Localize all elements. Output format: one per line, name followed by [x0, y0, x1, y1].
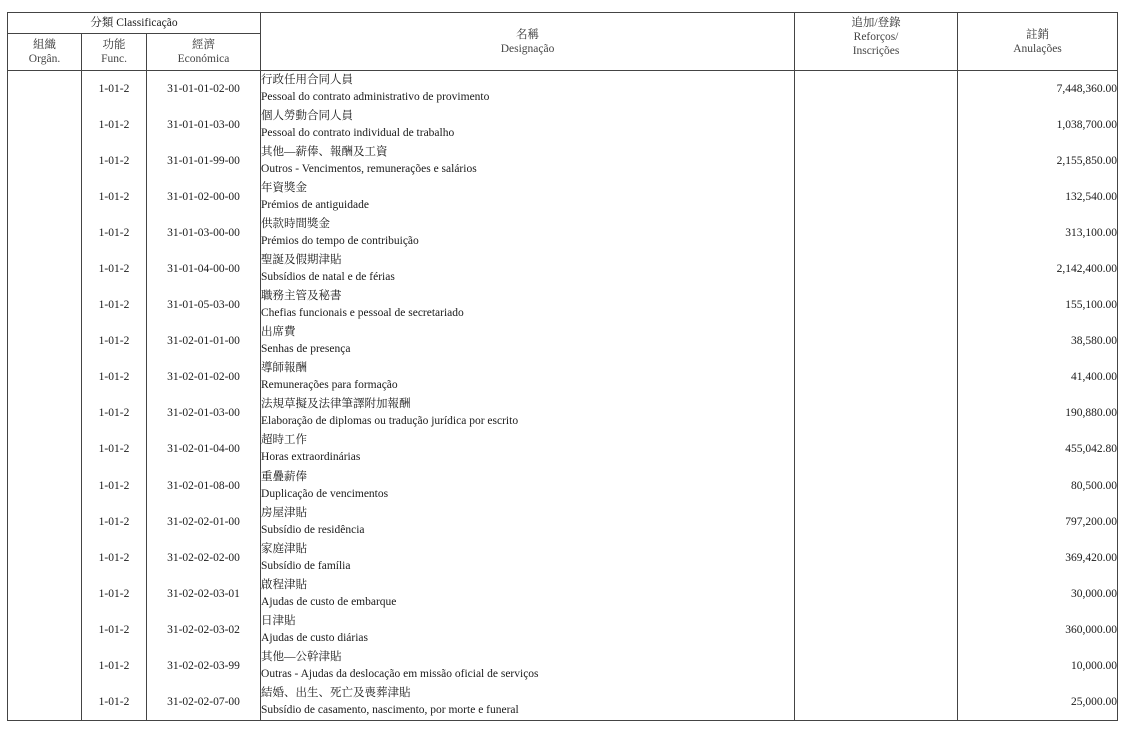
anulacoes-amount: 80,500.00 — [958, 468, 1118, 504]
reforcos-cell — [795, 648, 958, 684]
table-header — [8, 13, 1118, 71]
designation-pt: Remunerações para formação — [261, 379, 398, 392]
func-cell: 1-01-2 — [82, 648, 147, 684]
econ-cell: 31-01-01-99-00 — [147, 143, 261, 179]
designation-zh: 法規草擬及法律筆譯附加報酬 — [261, 398, 411, 411]
anulacoes-amount: 369,420.00 — [958, 540, 1118, 576]
reforcos-cell — [795, 215, 958, 251]
anulacoes-amount: 190,880.00 — [958, 395, 1118, 431]
organ-header-pt: Orgân. — [28, 53, 61, 65]
organ-cell — [8, 359, 82, 395]
econ-cell: 31-02-01-01-00 — [147, 323, 261, 359]
reforcos-cell — [795, 251, 958, 287]
table-row — [8, 648, 1118, 684]
func-cell: 1-01-2 — [82, 395, 147, 431]
organ-cell — [8, 215, 82, 251]
designation-zh: 職務主管及秘書 — [261, 290, 342, 303]
econ-header-zh: 經濟 — [192, 39, 215, 51]
organ-cell — [8, 684, 82, 720]
designation-pt: Outras - Ajudas da deslocação em missão oficial de serviços — [261, 668, 539, 681]
organ-cell — [8, 504, 82, 540]
func-cell: 1-01-2 — [82, 107, 147, 143]
econ-cell: 31-02-01-03-00 — [147, 395, 261, 431]
designation-zh: 重疊薪俸 — [261, 470, 308, 483]
anulacoes-header-zh: 註銷 — [1026, 28, 1050, 41]
reforcos-cell — [795, 684, 958, 720]
designation-cell — [261, 612, 795, 648]
designation-cell — [261, 323, 795, 359]
classification-header: 分類 Classificação — [8, 13, 261, 34]
table-row — [8, 468, 1118, 504]
reforcos-cell — [795, 540, 958, 576]
designation-pt: Prémios de antiguidade — [261, 198, 369, 211]
anulacoes-amount: 2,142,400.00 — [958, 251, 1118, 287]
designation-pt: Ajudas de custo diárias — [261, 631, 369, 644]
designation-cell — [261, 648, 795, 684]
designation-header — [261, 13, 795, 71]
designation-cell — [261, 287, 795, 323]
designation-cell — [261, 431, 795, 467]
reforcos-cell — [795, 179, 958, 215]
anulacoes-amount: 455,042.80 — [958, 431, 1118, 467]
designation-pt: Horas extraordinárias — [261, 451, 361, 464]
anulacoes-amount: 797,200.00 — [958, 504, 1118, 540]
reforcos-cell — [795, 395, 958, 431]
anulacoes-amount: 155,100.00 — [958, 287, 1118, 323]
table-row — [8, 179, 1118, 215]
table-row — [8, 287, 1118, 323]
econ-cell: 31-02-02-07-00 — [147, 684, 261, 720]
func-cell: 1-01-2 — [82, 576, 147, 612]
func-cell: 1-01-2 — [82, 71, 147, 107]
func-cell: 1-01-2 — [82, 612, 147, 648]
table-row — [8, 107, 1118, 143]
organ-cell — [8, 648, 82, 684]
reforcos-header-pt2: Inscrições — [852, 45, 900, 57]
designation-zh: 聖誕及假期津貼 — [261, 254, 342, 267]
organ-cell — [8, 395, 82, 431]
func-cell: 1-01-2 — [82, 251, 147, 287]
designation-pt: Outros - Vencimentos, remunerações e salários — [261, 162, 477, 175]
econ-cell: 31-01-01-02-00 — [147, 71, 261, 107]
func-cell: 1-01-2 — [82, 540, 147, 576]
designation-zh: 啟程津貼 — [261, 578, 308, 591]
anulacoes-amount: 132,540.00 — [958, 179, 1118, 215]
func-cell: 1-01-2 — [82, 359, 147, 395]
designation-zh: 其他—薪俸、報酬及工資 — [261, 145, 388, 158]
econ-cell: 31-02-01-08-00 — [147, 468, 261, 504]
table-row — [8, 143, 1118, 179]
reforcos-cell — [795, 612, 958, 648]
organ-cell — [8, 71, 82, 107]
reforcos-cell — [795, 468, 958, 504]
designation-zh: 出席費 — [261, 326, 296, 339]
reforcos-cell — [795, 143, 958, 179]
designation-zh: 導師報酬 — [261, 362, 308, 375]
anulacoes-amount: 7,448,360.00 — [958, 71, 1118, 107]
func-cell: 1-01-2 — [82, 431, 147, 467]
econ-cell: 31-01-03-00-00 — [147, 215, 261, 251]
designation-pt: Prémios do tempo de contribuição — [261, 234, 419, 247]
reforcos-cell — [795, 287, 958, 323]
designation-zh: 家庭津貼 — [261, 542, 308, 555]
designation-pt: Duplicação de vencimentos — [261, 487, 389, 500]
econ-cell: 31-02-02-02-00 — [147, 540, 261, 576]
designation-cell — [261, 359, 795, 395]
econ-cell: 31-01-04-00-00 — [147, 251, 261, 287]
organ-cell — [8, 431, 82, 467]
designation-zh: 超時工作 — [261, 434, 308, 447]
econ-cell: 31-02-02-01-00 — [147, 504, 261, 540]
anulacoes-amount: 30,000.00 — [958, 576, 1118, 612]
designation-pt: Subsídios de natal e de férias — [261, 271, 395, 284]
organ-cell — [8, 468, 82, 504]
designation-pt: Pessoal do contrato individual de trabalho — [261, 126, 455, 139]
func-header — [82, 34, 147, 71]
designation-header-pt: Designação — [500, 42, 555, 55]
table-row — [8, 395, 1118, 431]
econ-cell: 31-02-01-04-00 — [147, 431, 261, 467]
organ-cell — [8, 323, 82, 359]
anulacoes-header-pt: Anulações — [1013, 42, 1062, 55]
designation-cell — [261, 468, 795, 504]
func-cell: 1-01-2 — [82, 504, 147, 540]
econ-cell: 31-02-02-03-99 — [147, 648, 261, 684]
anulacoes-header — [958, 13, 1118, 71]
reforcos-cell — [795, 359, 958, 395]
organ-cell — [8, 251, 82, 287]
anulacoes-amount: 2,155,850.00 — [958, 143, 1118, 179]
budget-table — [7, 12, 1118, 721]
econ-cell: 31-02-02-03-02 — [147, 612, 261, 648]
designation-cell — [261, 107, 795, 143]
designation-cell — [261, 684, 795, 720]
designation-zh: 年資獎金 — [261, 181, 308, 194]
designation-cell — [261, 179, 795, 215]
designation-pt: Ajudas de custo de embarque — [261, 595, 397, 608]
designation-pt: Chefias funcionais e pessoal de secretariado — [261, 307, 464, 320]
organ-cell — [8, 540, 82, 576]
designation-zh: 其他—公幹津貼 — [261, 651, 342, 664]
econ-cell: 31-02-01-02-00 — [147, 359, 261, 395]
designation-pt: Subsídio de casamento, nascimento, por morte e funeral — [261, 703, 519, 716]
designation-cell — [261, 251, 795, 287]
func-cell: 1-01-2 — [82, 143, 147, 179]
designation-zh: 個人勞動合同人員 — [261, 109, 354, 122]
table-row — [8, 215, 1118, 251]
anulacoes-amount: 41,400.00 — [958, 359, 1118, 395]
designation-zh: 結婚、出生、死亡及喪葬津貼 — [261, 686, 411, 699]
reforcos-header-zh: 追加/登錄 — [851, 17, 901, 29]
reforcos-cell — [795, 323, 958, 359]
table-row — [8, 323, 1118, 359]
designation-pt: Pessoal do contrato administrativo de provimento — [261, 90, 490, 103]
organ-cell — [8, 107, 82, 143]
table-row — [8, 540, 1118, 576]
designation-pt: Subsídio de família — [261, 559, 351, 572]
designation-cell — [261, 576, 795, 612]
organ-header — [8, 34, 82, 71]
organ-cell — [8, 576, 82, 612]
table-row — [8, 251, 1118, 287]
reforcos-header-pt1: Reforços/ — [853, 31, 899, 43]
designation-cell — [261, 215, 795, 251]
designation-pt: Subsídio de residência — [261, 523, 365, 536]
designation-cell — [261, 71, 795, 107]
reforcos-cell — [795, 107, 958, 143]
reforcos-header — [795, 13, 958, 71]
table-row — [8, 359, 1118, 395]
designation-cell — [261, 143, 795, 179]
anulacoes-amount: 38,580.00 — [958, 323, 1118, 359]
func-cell: 1-01-2 — [82, 468, 147, 504]
econ-cell: 31-01-01-03-00 — [147, 107, 261, 143]
designation-cell — [261, 395, 795, 431]
table-row — [8, 431, 1118, 467]
anulacoes-amount: 360,000.00 — [958, 612, 1118, 648]
reforcos-cell — [795, 576, 958, 612]
organ-header-zh: 組織 — [33, 39, 56, 51]
designation-zh: 房屋津貼 — [261, 506, 308, 519]
table-row — [8, 576, 1118, 612]
reforcos-cell — [795, 431, 958, 467]
func-cell: 1-01-2 — [82, 323, 147, 359]
organ-cell — [8, 612, 82, 648]
anulacoes-amount: 25,000.00 — [958, 684, 1118, 720]
func-cell: 1-01-2 — [82, 287, 147, 323]
designation-header-zh: 名稱 — [516, 28, 540, 41]
econ-header-pt: Económica — [177, 53, 230, 65]
func-cell: 1-01-2 — [82, 215, 147, 251]
organ-cell — [8, 143, 82, 179]
designation-pt: Senhas de presença — [261, 343, 351, 356]
table-body — [8, 71, 1118, 721]
econ-cell: 31-02-02-03-01 — [147, 576, 261, 612]
anulacoes-amount: 1,038,700.00 — [958, 107, 1118, 143]
func-cell: 1-01-2 — [82, 179, 147, 215]
anulacoes-amount: 10,000.00 — [958, 648, 1118, 684]
designation-zh: 行政任用合同人員 — [261, 73, 354, 86]
designation-pt: Elaboração de diplomas ou tradução jurídica por escrito — [261, 415, 519, 428]
designation-zh: 日津貼 — [261, 614, 296, 627]
anulacoes-amount: 313,100.00 — [958, 215, 1118, 251]
designation-cell — [261, 504, 795, 540]
designation-cell — [261, 540, 795, 576]
table-row — [8, 612, 1118, 648]
table-row — [8, 71, 1118, 107]
designation-zh: 供款時間獎金 — [261, 217, 331, 230]
reforcos-cell — [795, 71, 958, 107]
econ-cell: 31-01-02-00-00 — [147, 179, 261, 215]
func-cell: 1-01-2 — [82, 684, 147, 720]
table-row — [8, 504, 1118, 540]
econ-cell: 31-01-05-03-00 — [147, 287, 261, 323]
econ-header — [147, 34, 261, 71]
func-header-pt: Func. — [101, 53, 127, 65]
reforcos-cell — [795, 504, 958, 540]
func-header-zh: 功能 — [102, 39, 126, 51]
organ-cell — [8, 287, 82, 323]
organ-cell — [8, 179, 82, 215]
table-row — [8, 684, 1118, 720]
